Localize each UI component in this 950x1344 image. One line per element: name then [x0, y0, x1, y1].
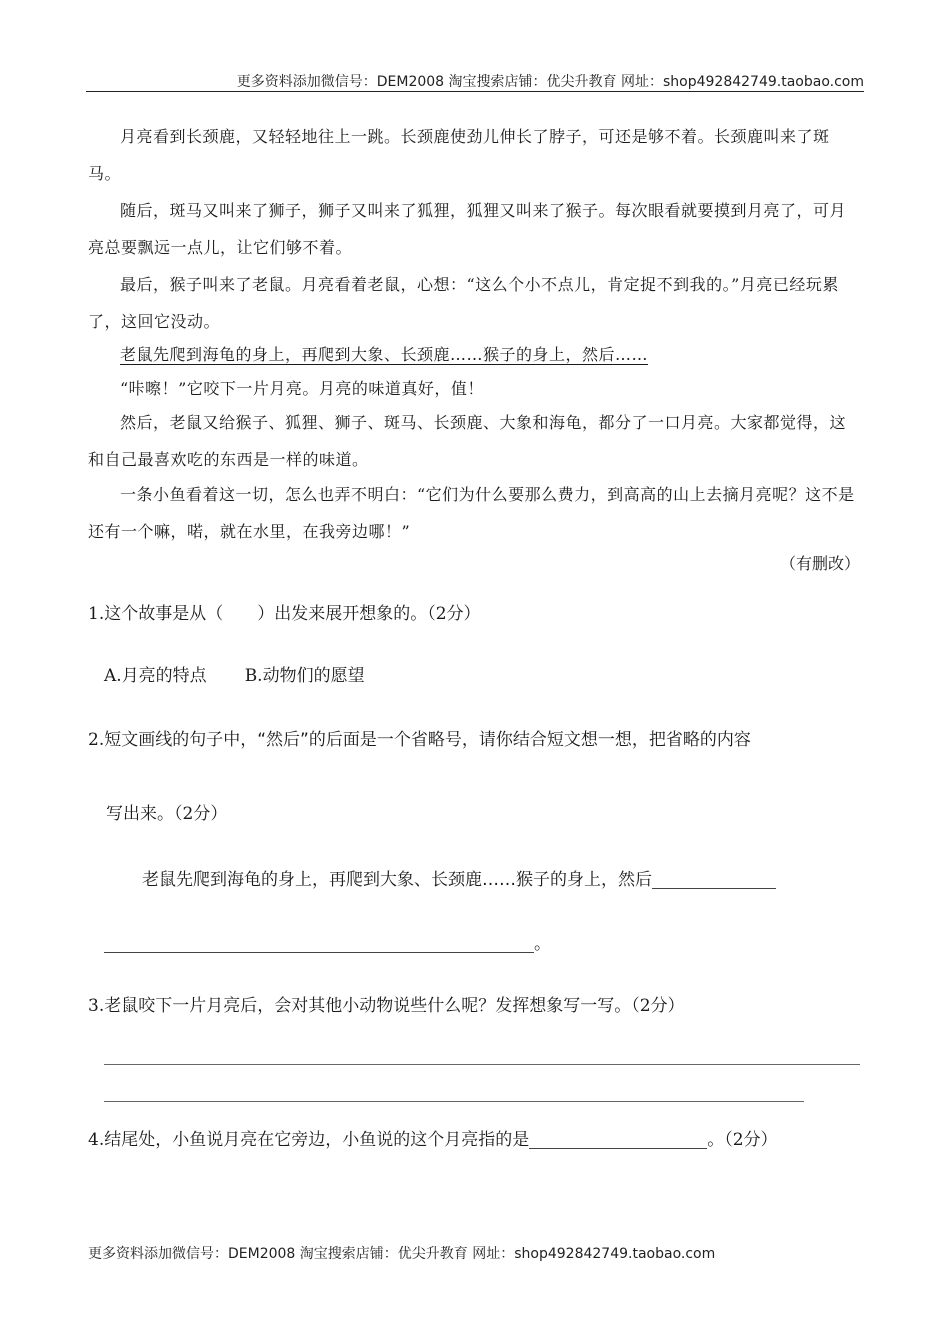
header-divider	[86, 91, 864, 92]
question-4-text: 结尾处，小鱼说月亮在它旁边，小鱼说的这个月亮指的是	[104, 1130, 530, 1150]
question-4-end: 。（	[707, 1130, 733, 1150]
question-2-answer-line-2	[104, 930, 551, 958]
story-paragraph-7: 一条小鱼看着这一切，怎么也弄不明白：“它们为什么要那么费力，到高高的山上去摘月亮呢？这不是还有一个嘛，喏，就在水里，在我旁边哪！”	[88, 485, 855, 541]
story-paragraph-3: 最后，猴子叫来了老鼠。月亮看着老鼠，心想：“这么个小不点儿，肯定捉不到我的。”月亮已经玩累了，这回它没动。	[88, 275, 839, 331]
question-3-answer-line-2[interactable]	[104, 1101, 804, 1102]
source-note: （有删改）	[779, 554, 860, 573]
question-1-unit: 分）	[446, 604, 481, 624]
question-2-unit: 分）	[193, 804, 228, 824]
underlined-sentence: 老鼠先爬到海龟的身上，再爬到大象、长颈鹿……猴子的身上，然后……	[120, 345, 649, 364]
option-b-key: B.	[244, 666, 263, 686]
story-paragraph-2: 随后，斑马又叫来了狮子，狮子又叫来了狐狸，狐狸又叫来了猴子。每次眼看就要摸到月亮了，可月亮总要飘远一点儿，让它们够不着。	[88, 201, 847, 257]
question-1-options	[104, 662, 365, 690]
option-b-text: 动物们的愿望	[262, 666, 365, 686]
question-3-unit: 分）	[650, 996, 685, 1016]
question-3-answer-line-1[interactable]	[104, 1064, 860, 1065]
story-paragraph-5: “咔嚓！”它咬下一片月亮。月亮的味道真好，值！	[120, 379, 484, 398]
question-2-answer-blank-1[interactable]	[652, 868, 776, 889]
question-3-score: 2	[639, 996, 651, 1016]
option-a-key: A.	[104, 666, 122, 686]
question-3-number: 3.	[88, 996, 105, 1016]
page-header: 更多资料添加微信号：DEM2008 淘宝搜索店铺：优尖升教育 网址：shop492842749.taobao.com	[236, 74, 864, 90]
question-2	[88, 726, 751, 754]
story-paragraph-6: 然后，老鼠又给猴子、狐狸、狮子、斑马、长颈鹿、大象和海龟，都分了一口月亮。大家都觉得，这和自己最喜欢吃的东西是一样的味道。	[88, 413, 847, 469]
question-2-answer-blank-2[interactable]	[104, 932, 534, 953]
question-2-text: 短文画线的句子中，“然后”的后面是一个省略号，请你结合短文想一想，把省略的内容	[104, 730, 751, 750]
option-a-text: 月亮的特点	[121, 666, 207, 686]
question-2-score: 2	[182, 804, 194, 824]
question-1-text: 这个故事是从（ ）出发来展开想象的。（	[104, 604, 436, 624]
question-1-number: 1.	[88, 604, 105, 624]
story-paragraph-1: 月亮看到长颈鹿，又轻轻地往上一跳。长颈鹿使劲儿伸长了脖子，可还是够不着。长颈鹿叫来了斑马。	[88, 127, 830, 183]
question-2-answer-line-1	[142, 866, 776, 894]
question-3-text: 老鼠咬下一片月亮后，会对其他小动物说些什么呢？发挥想象写一写。（	[104, 996, 640, 1016]
question-4-answer-blank[interactable]	[529, 1128, 707, 1149]
question-3	[88, 992, 685, 1020]
question-4	[88, 1126, 778, 1154]
page-footer: 更多资料添加微信号：DEM2008 淘宝搜索店铺：优尖升教育 网址：shop492842749.taobao.com	[88, 1246, 716, 1262]
question-1-score: 2	[435, 604, 447, 624]
question-4-number: 4.	[88, 1130, 105, 1150]
question-2-number: 2.	[88, 730, 105, 750]
question-2-answer-prefix: 老鼠先爬到海龟的身上，再爬到大象、长颈鹿……猴子的身上，然后	[142, 870, 652, 890]
question-2-line-2	[106, 800, 227, 828]
story-paragraph-4-underlined	[88, 336, 862, 373]
question-1	[88, 600, 481, 628]
question-2-answer-end: 。	[534, 934, 551, 954]
question-4-score: 2	[732, 1130, 744, 1150]
question-2-text-2: 写出来。（	[106, 804, 183, 824]
question-4-unit: 分）	[743, 1130, 778, 1150]
